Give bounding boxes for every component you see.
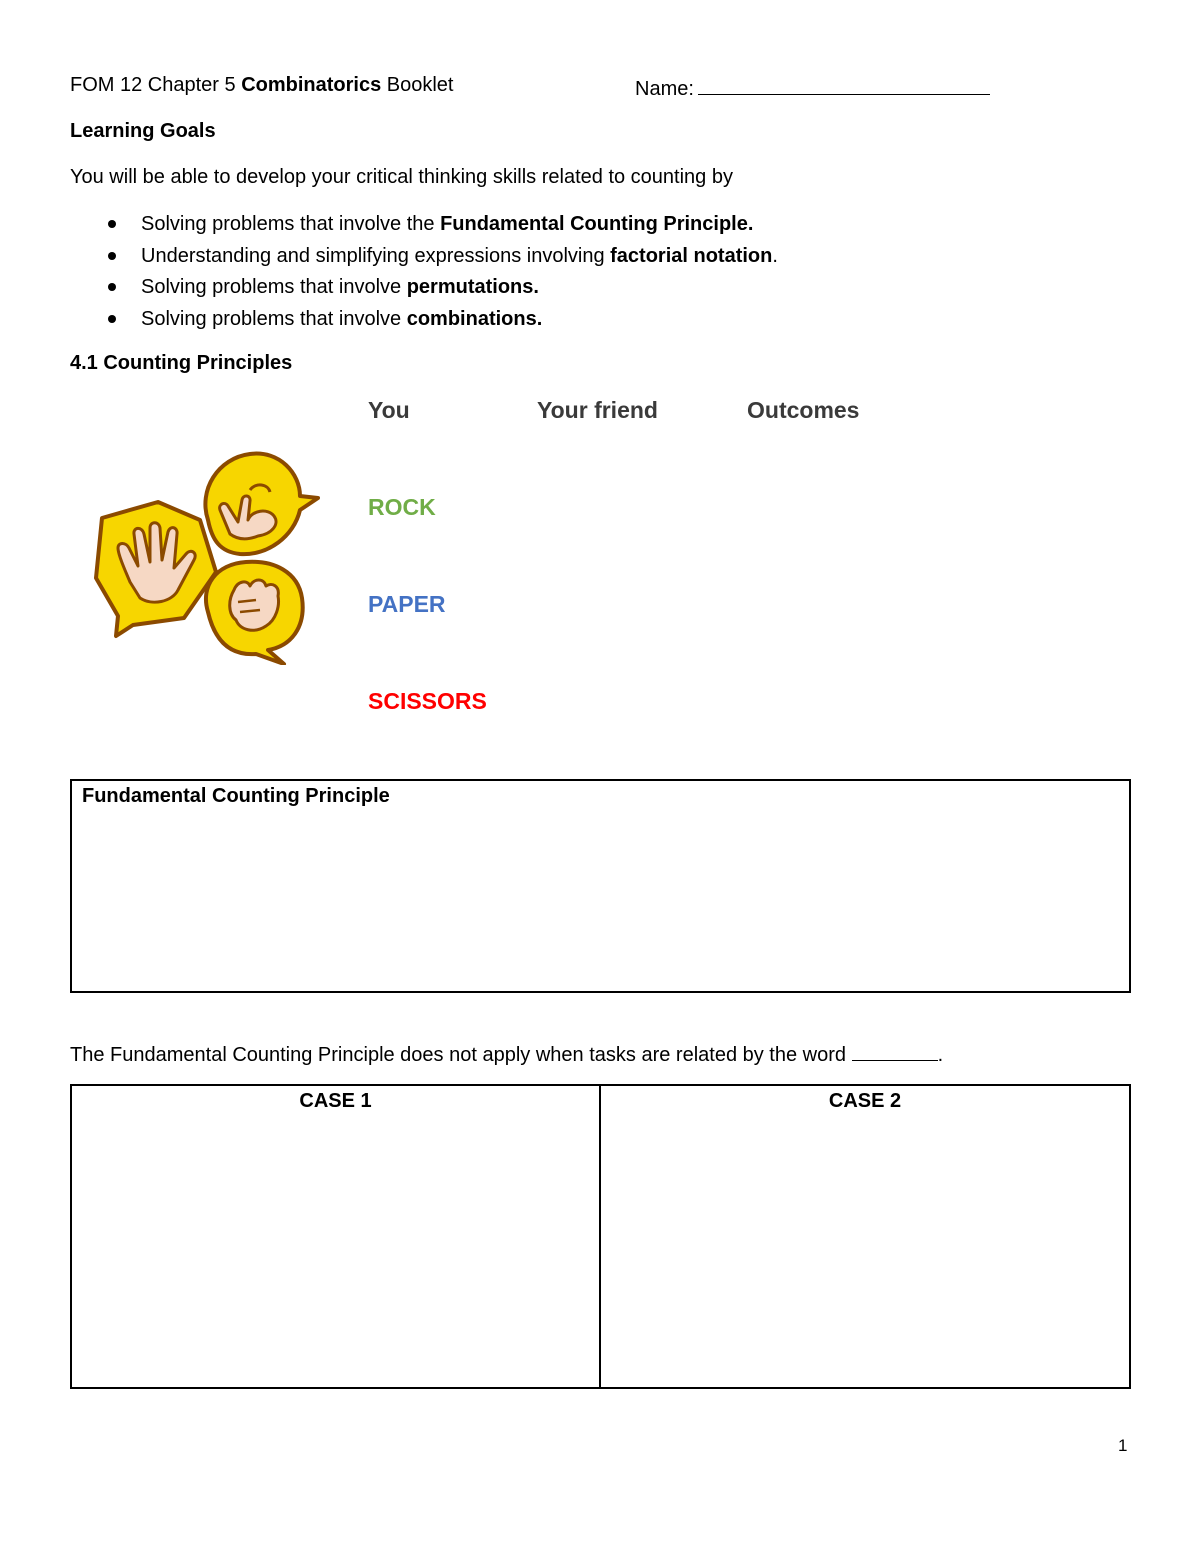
list-item xyxy=(70,275,778,307)
learning-goals-heading: Learning Goals xyxy=(70,120,216,142)
case-table xyxy=(70,1084,1131,1389)
fcp-box-title: Fundamental Counting Principle xyxy=(82,785,390,807)
case-1-label: CASE 1 xyxy=(299,1090,372,1112)
learning-goals-list xyxy=(70,212,778,338)
rock-hand-icon xyxy=(206,562,303,664)
list-item xyxy=(70,244,778,276)
choice-rock: ROCK xyxy=(368,494,436,520)
scissors-hand-icon xyxy=(205,454,318,555)
document-title xyxy=(70,74,453,97)
title-text: FOM 12 Chapter 5 xyxy=(70,74,242,96)
title-text-end: Booklet xyxy=(381,74,454,96)
case-2-cell[interactable] xyxy=(601,1086,1129,1387)
column-header-outcomes: Outcomes xyxy=(747,397,860,423)
goal-text: Solving problems that involve xyxy=(141,307,407,330)
choice-paper: PAPER xyxy=(368,591,446,617)
learning-goals-intro: You will be able to develop your critical thinking skills related to counting by xyxy=(70,166,733,188)
column-header-you: You xyxy=(368,397,410,423)
section-heading: 4.1 Counting Principles xyxy=(70,352,293,374)
answer-blank-line[interactable] xyxy=(852,1042,938,1061)
name-blank-line[interactable] xyxy=(698,74,990,95)
case-1-cell[interactable] xyxy=(72,1086,601,1387)
goal-bold: Fundamental Counting Principle xyxy=(440,213,748,235)
list-item xyxy=(70,307,778,339)
or-statement xyxy=(70,1042,943,1067)
list-item xyxy=(70,212,778,244)
or-statement-period: . xyxy=(937,1044,944,1066)
goal-suffix: . xyxy=(772,244,778,267)
page-number: 1 xyxy=(1118,1436,1128,1455)
goal-bold: factorial notation xyxy=(610,244,773,267)
goal-text: Understanding and simplifying expressions involving xyxy=(141,244,611,267)
choice-scissors: SCISSORS xyxy=(368,688,487,714)
name-label: Name: xyxy=(635,78,694,100)
fundamental-counting-principle-box[interactable] xyxy=(70,779,1131,993)
goal-suffix: . xyxy=(536,307,543,330)
column-header-your-friend: Your friend xyxy=(537,397,658,423)
goal-suffix: . xyxy=(533,276,539,298)
case-2-label: CASE 2 xyxy=(828,1090,902,1112)
paper-hand-icon xyxy=(96,502,216,636)
or-statement-text: The Fundamental Counting Principle does not apply when tasks are related by the word xyxy=(70,1044,852,1066)
goal-bold: permutations xyxy=(406,276,534,298)
goal-bold: combinations xyxy=(406,307,537,330)
goal-text: Solving problems that involve the xyxy=(141,213,441,235)
title-bold-text: Combinatorics xyxy=(241,74,382,96)
goal-text: Solving problems that involve xyxy=(141,276,407,298)
goal-suffix: . xyxy=(747,213,754,235)
name-field[interactable] xyxy=(635,74,990,101)
rock-paper-scissors-illustration xyxy=(88,450,323,665)
